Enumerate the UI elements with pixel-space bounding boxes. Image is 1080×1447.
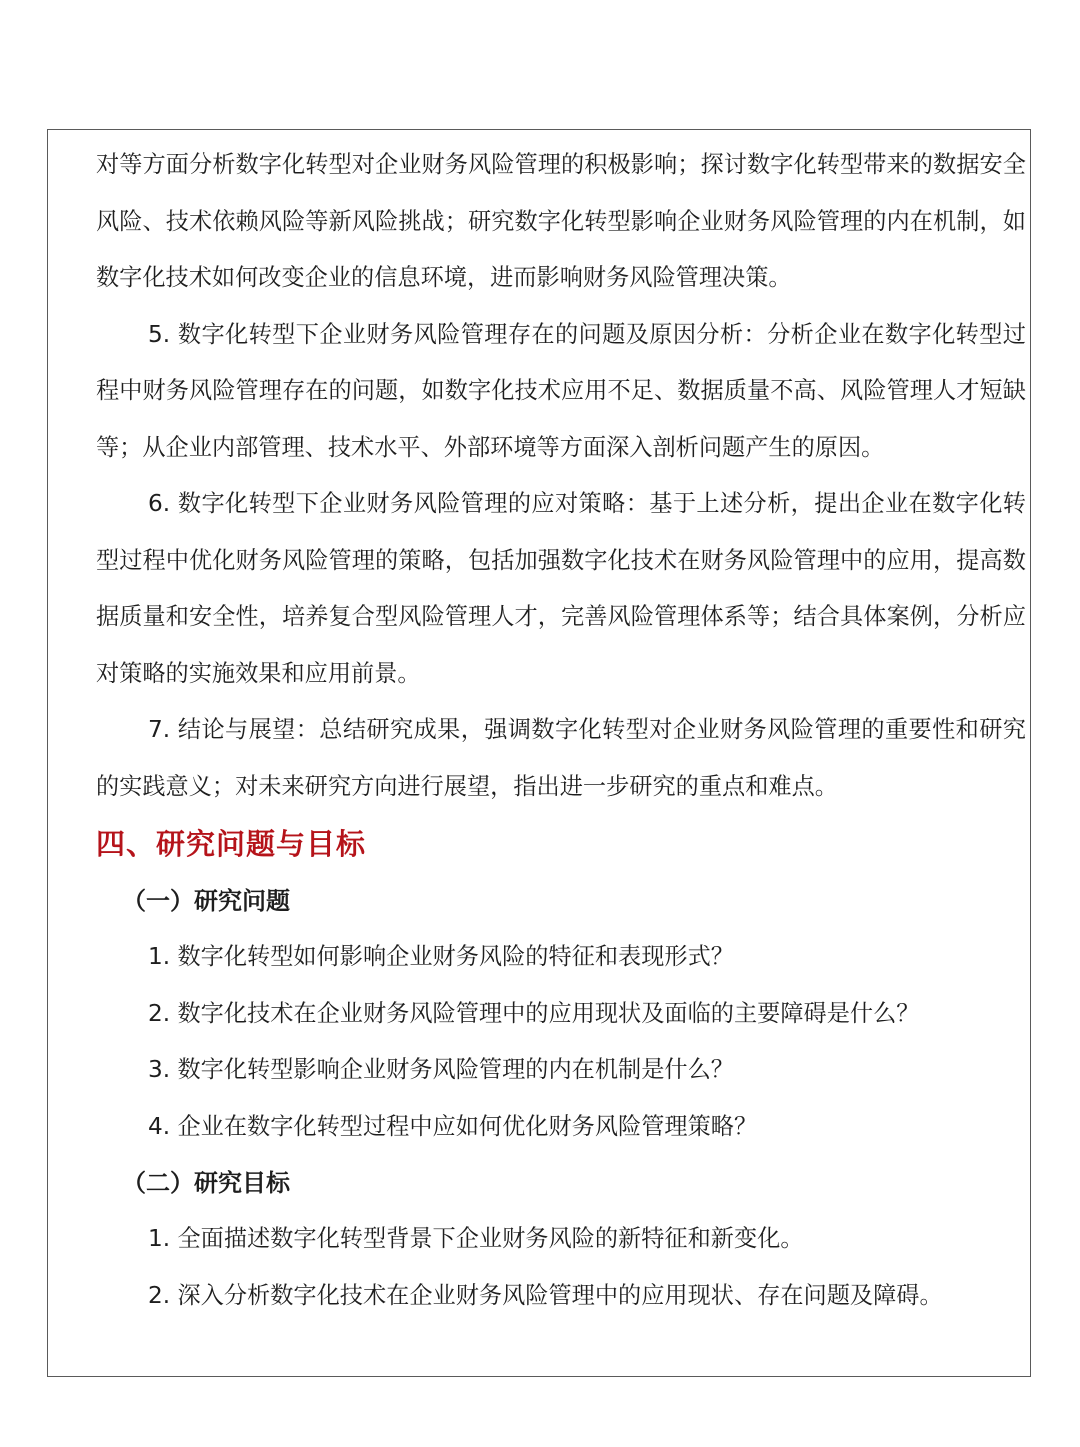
- paragraph-item-5: 5. 数字化转型下企业财务风险管理存在的问题及原因分析：分析企业在数字化转型过程中财务风险管理存在的问题，如数字化技术应用不足、数据质量不高、风险管理人才短缺等；从企业内部管理、技术水平、外部环境等方面深入剖析问题产生的原因。: [96, 320, 1026, 461]
- intro-paragraph: 对等方面分析数字化转型对企业财务风险管理的积极影响；探讨数字化转型带来的数据安全风险、技术依赖风险等新风险挑战；研究数字化转型影响企业财务风险管理的内在机制，如数字化技术如何改变企业的信息环境，进而影响财务风险管理决策。: [96, 151, 1026, 291]
- goal-item-1: 1. 全面描述数字化转型背景下企业财务风险的新特征和新变化。: [148, 1225, 804, 1252]
- question-item-1: 1. 数字化转型如何影响企业财务风险的特征和表现形式？: [148, 943, 734, 970]
- paragraph-item-6: 6. 数字化转型下企业财务风险管理的应对策略：基于上述分析，提出企业在数字化转型过程中优化财务风险管理的策略，包括加强数字化技术在财务风险管理中的应用，提高数据质量和安全性，培养复合型风险管理人才，完善风险管理体系等；结合具体案例，分析应对策略的实施效果和应用前景。: [96, 490, 1026, 687]
- goal-item-2: 2. 深入分析数字化技术在企业财务风险管理中的应用现状、存在问题及障碍。: [148, 1281, 943, 1309]
- question-item-2: 2. 数字化技术在企业财务风险管理中的应用现状及面临的主要障碍是什么？: [148, 999, 920, 1027]
- question-item-3: 3. 数字化转型影响企业财务风险管理的内在机制是什么？: [148, 1056, 734, 1083]
- question-item-4: 4. 企业在数字化转型过程中应如何优化财务风险管理策略？: [148, 1112, 758, 1140]
- subsection-title-goals: （二）研究目标: [122, 1169, 290, 1197]
- paragraph-item-7: 7. 结论与展望：总结研究成果，强调数字化转型对企业财务风险管理的重要性和研究的实践意义；对未来研究方向进行展望，指出进一步研究的重点和难点。: [96, 716, 1026, 800]
- section-title: 四、研究问题与目标: [96, 827, 367, 861]
- document-body: [96, 137, 1026, 1324]
- subsection-title-questions: （一）研究问题: [122, 887, 290, 915]
